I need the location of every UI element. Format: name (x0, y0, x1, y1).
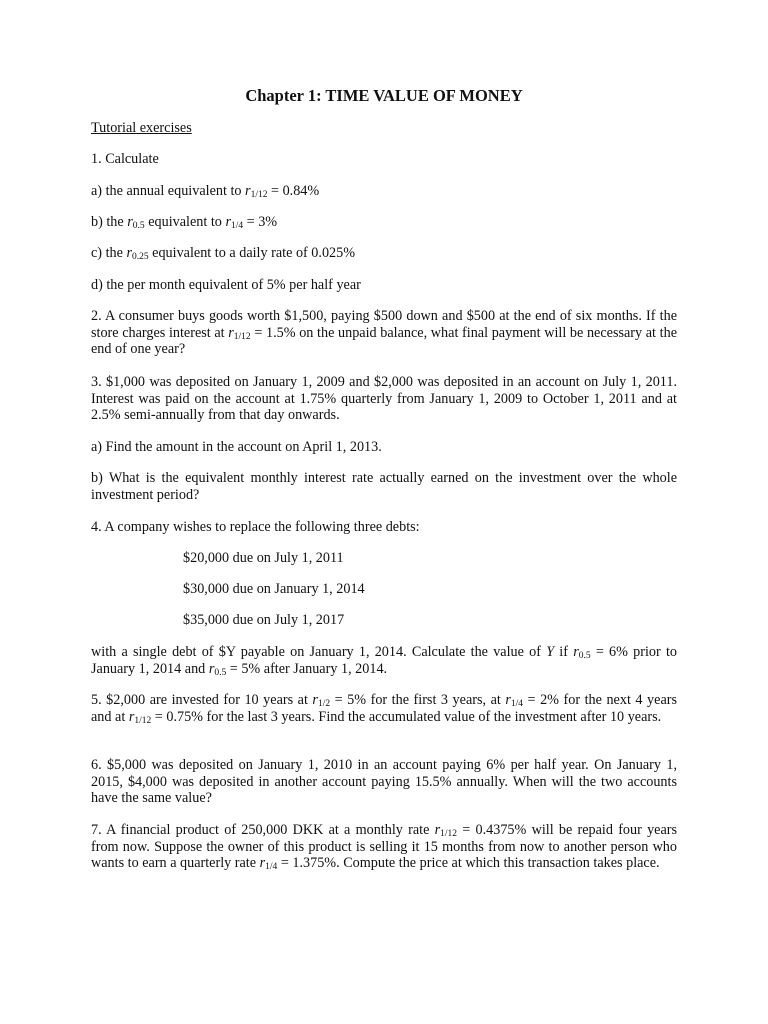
q1-part-d: d) the per month equivalent of 5% per half year (91, 277, 361, 293)
q4-intro: 4. A company wishes to replace the following three debts: (91, 519, 420, 535)
section-heading-text: Tutorial exercises (91, 120, 192, 136)
q2-paragraph: 2. A consumer buys goods worth $1,500, paying $500 down and $500 at the end of six months. If the store charges interest at $r_{1/12} = 1.5\%$ on the unpaid balance, what final payment will be necessary at the end of one year? (91, 308, 677, 358)
q4-debt-2: $30,000 due on January 1, 2014 (183, 581, 365, 597)
q6-paragraph: 6. $5,000 was deposited on January 1, 2010 in an account paying 6% per half year. On January 1, 2015, $4,000 was deposited in another account paying 15.5% annually. When will the two accounts have the same value? (91, 757, 677, 807)
q3-part-a: a) Find the amount in the account on April 1, 2013. (91, 439, 382, 455)
q3-part-b: b) What is the equivalent monthly interest rate actually earned on the investment over the whole investment period? (91, 470, 677, 503)
q4-debt-1: $20,000 due on July 1, 2011 (183, 550, 344, 566)
q1-part-b: b) the $r_{0.5}$ equivalent to $r_{1/4} = 3\%$ (91, 214, 278, 231)
page-title: Chapter 1: TIME VALUE OF MONEY (245, 86, 523, 105)
q1-part-c: c) the $r_{0.25}$ equivalent to a daily rate of 0.025% (91, 245, 356, 262)
q4-paragraph: with a single debt of $Y payable on January 1, 2014. Calculate the value of Y if $r_{0.5} = 6\%$ prior to January 1, 2014 and $r_{0.5} = 5\%$ after January 1, 2014. (91, 644, 677, 678)
section-heading (91, 120, 677, 137)
q1-part-a: a) the annual equivalent to $r_{1/12} = 0.84\%$ (91, 183, 320, 200)
q4-debt-3: $35,000 due on July 1, 2017 (183, 612, 345, 628)
q7-paragraph: 7. A financial product of 250,000 DKK at a monthly rate $r_{1/12} = 0.4375\%$ will be repaid four years from now. Suppose the owner of this product is selling it 15 months from now to another person who wants to earn a quarterly rate $r_{1/4} = 1.375\%$. Compute the price at which this transaction takes place. (91, 822, 677, 873)
q3-paragraph: 3. $1,000 was deposited on January 1, 2009 and $2,000 was deposited in an account on July 1, 2011. Interest was paid on the account at 1.75% quarterly from January 1, 2009 to October 1, 2011 and at 2.5% semi-annually from that day onwards. (91, 374, 677, 424)
q1-intro: 1. Calculate (91, 151, 159, 167)
q5-paragraph: 5. $2,000 are invested for 10 years at $r_{1/2} = 5\%$ for the first 3 years, at $r_{1/4} = 2\%$ for the next 4 years and at $r_{1/12} = 0.75\%$ for the last 3 years. Find the accumulated value of the investment after 10 years. (91, 692, 677, 726)
